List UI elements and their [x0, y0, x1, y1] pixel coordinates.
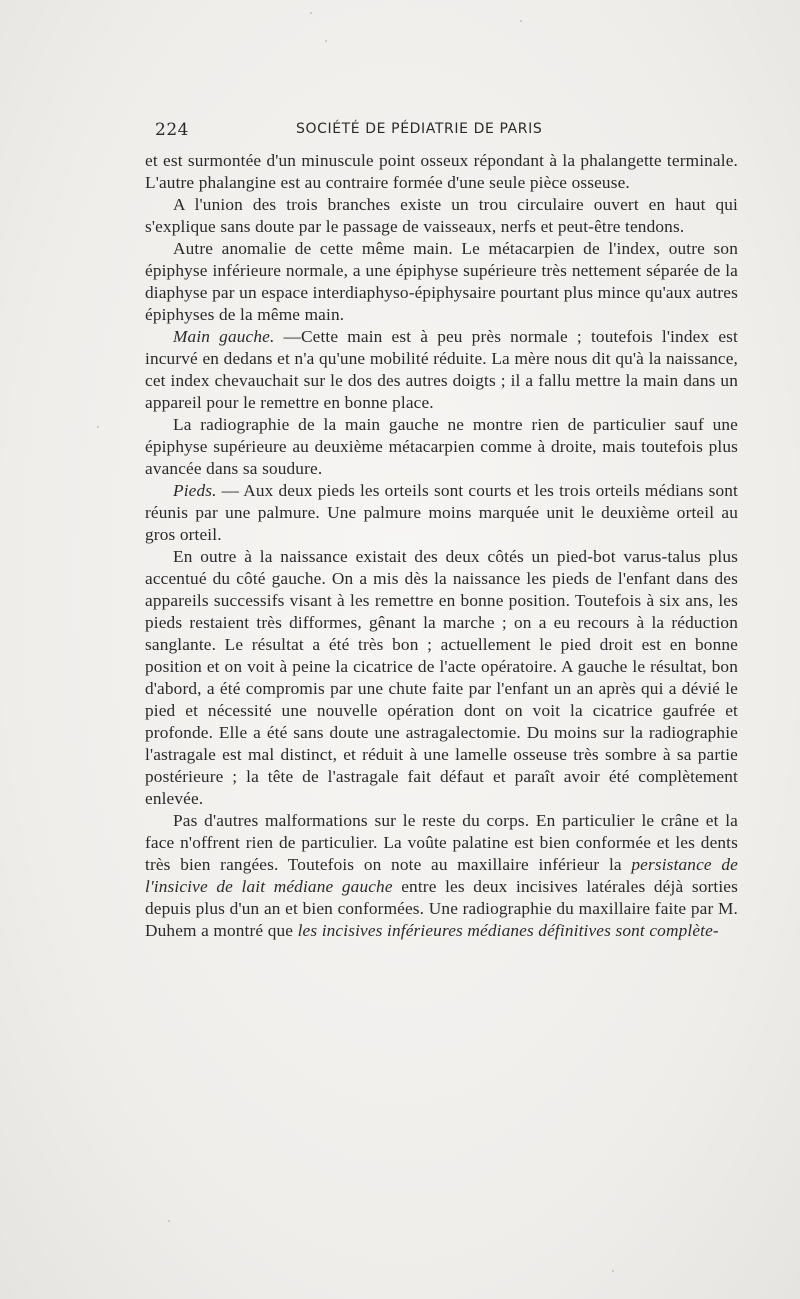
paragraph-text: En outre à la naissance existait des deux côtés un pied-bot varus-talus plus accentué du côté gauche. On a mis dès la naissance les pieds de l'enfant dans des appareils successifs visant à les remettre en bonne position. Toutefois à six ans, les pieds restaient très difformes, gênant la marche ; on a eu recours à la réduction sanglante. Le résultat a été très bon ; actuellement le pied droit est en bonne position et on voit à peine la cicatrice de l'acte opératoire. A gauche le résultat, bon d'abord, a été compromis par une chute faite par l'enfant un an après qui a dévié le pied et nécessité une nouvelle opération dont on voit la cicatrice gaufrée et profonde. Elle a été sans doute une astragalectomie. Du moins sur la radiographie l'astragale est mal distinct, et réduit à une lamelle osseuse très sombre à sa partie postérieure ; la tête de l'astragale fait défaut et paraît avoir été complètement enlevée.: [145, 547, 738, 808]
scan-speck: [310, 12, 312, 14]
scan-speck: [520, 20, 522, 22]
section-lead-main-gauche: Main gauche.: [173, 327, 275, 346]
paragraph: [145, 238, 738, 326]
paragraph: [145, 150, 738, 194]
italic-phrase: persistance de l'insicive de lait médiane gauche: [145, 855, 738, 896]
paragraph-text: A l'union des trois branches existe un trou circulaire ouvert en haut qui s'explique sans doute par le passage de vaisseaux, nerfs et peut-être tendons.: [145, 195, 738, 236]
paragraph-text: —Cette main est à peu près normale ; toutefois l'index est incurvé en dedans et n'a qu'une mobilité réduite. La mère nous dit qu'à la naissance, cet index chevauchait sur le dos des autres doigts ; il a fallu mettre la main dans un appareil pour le remettre en bonne place.: [145, 327, 738, 412]
italic-phrase: les incisives inférieures médianes définitives sont complète-: [297, 921, 719, 940]
paragraph: [145, 326, 738, 414]
scan-speck: [325, 40, 327, 42]
body-text: [145, 150, 738, 942]
paragraph-text: et est surmontée d'un minuscule point osseux répondant à la phalangette terminale. L'autre phalangine est au contraire formée d'une seule pièce osseuse.: [145, 151, 738, 192]
paragraph-text: Autre anomalie de cette même main. Le métacarpien de l'index, outre son épiphyse inférieure normale, a une épiphyse supérieure très nettement séparée de la diaphyse par un espace interdiaphyso-épiphysaire pourtant plus mince qu'aux autres épiphyses de la même main.: [145, 239, 738, 324]
scan-speck: [97, 426, 99, 428]
paragraph: [145, 414, 738, 480]
section-lead-pieds: Pieds.: [173, 481, 217, 500]
page-header: [155, 120, 739, 144]
running-title: SOCIÉTÉ DE PÉDIATRIE DE PARIS: [296, 121, 543, 137]
paragraph: [145, 810, 738, 942]
paragraph: [145, 194, 738, 238]
paragraph-text: entre les deux incisives latérales déjà sorties depuis plus d'un an et bien conformées. Une radiographie du maxillaire faite par M. Duhem a montré que: [145, 877, 738, 940]
scan-speck: [612, 1270, 614, 1272]
paragraph-text: Pas d'autres malformations sur le reste du corps. En particulier le crâne et la face n'offrent rien de particulier. La voûte palatine est bien conformée et les dents très bien rangées. Toutefois on note au maxillaire inférieur la: [145, 811, 738, 874]
page-number: 224: [155, 120, 189, 140]
scan-speck: [168, 1220, 170, 1222]
paragraph: [145, 546, 738, 810]
paragraph: [145, 480, 738, 546]
paragraph-text: — Aux deux pieds les orteils sont courts et les trois orteils médians sont réunis par une palmure. Une palmure moins marquée unit le deuxième orteil au gros orteil.: [145, 481, 738, 544]
paragraph-text: La radiographie de la main gauche ne montre rien de particulier sauf une épiphyse supérieure au deuxième métacarpien comme à droite, mais toutefois plus avancée dans sa soudure.: [145, 415, 738, 478]
